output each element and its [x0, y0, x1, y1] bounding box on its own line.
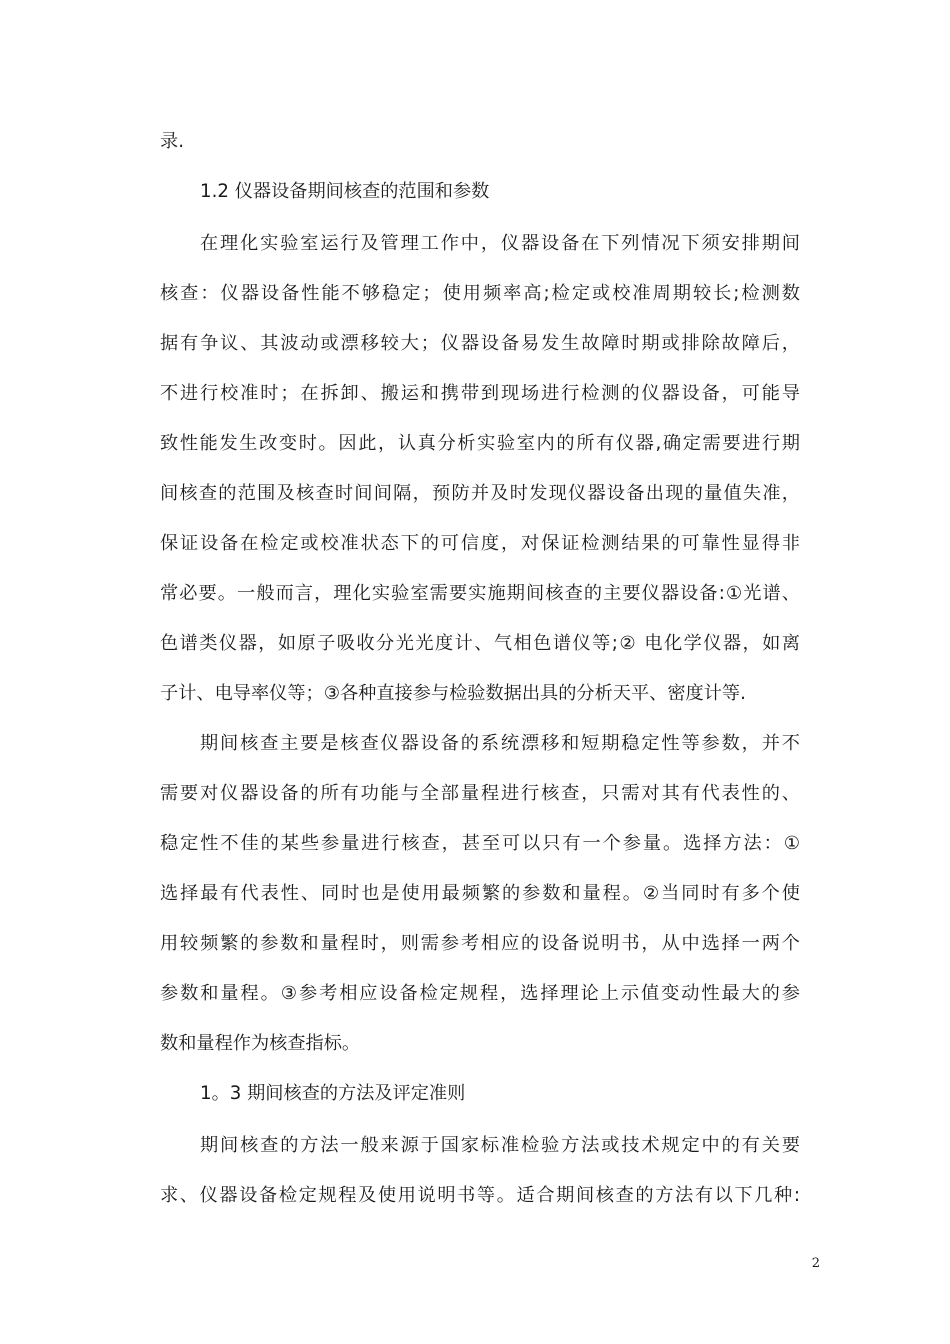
text-line: 需要对仪器设备的所有功能与全部量程进行核查，只需对其有代表性的、 [160, 783, 800, 804]
text-line: 期间核查的方法一般来源于国家标准检验方法或技术规定中的有关要 [200, 1135, 800, 1156]
section-heading-1-3: 1。3 期间核查的方法及评定准则 [200, 1083, 466, 1104]
text-line: 录. [160, 131, 184, 152]
text-line: 保证设备在检定或校准状态下的可信度，对保证检测结果的可靠性显得非 [160, 533, 800, 554]
section-heading-1-2: 1.2 仪器设备期间核查的范围和参数 [200, 181, 490, 202]
text-line: 常必要。一般而言，理化实验室需要实施期间核查的主要仪器设备:①光谱、 [160, 583, 800, 604]
text-line: 不进行校准时；在拆卸、搬运和携带到现场进行检测的仪器设备，可能导 [160, 383, 800, 404]
text-line: 参数和量程。③参考相应设备检定规程，选择理论上示值变动性最大的参 [160, 983, 800, 1004]
text-line: 在理化实验室运行及管理工作中，仪器设备在下列情况下须安排期间 [200, 233, 800, 254]
text-line: 选择最有代表性、同时也是使用最频繁的参数和量程。②当同时有多个使 [160, 883, 800, 904]
text-line: 核查：仪器设备性能不够稳定；使用频率高;检定或校准周期较长;检测数 [160, 283, 800, 304]
text-line: 稳定性不佳的某些参量进行核查，甚至可以只有一个参量。选择方法：① [160, 833, 800, 854]
page-number: 2 [811, 1256, 820, 1271]
text-line: 数和量程作为核查指标。 [160, 1033, 361, 1054]
text-line: 求、仪器设备检定规程及使用说明书等。适合期间核查的方法有以下几种: [160, 1185, 800, 1206]
text-line: 期间核查主要是核查仪器设备的系统漂移和短期稳定性等参数，并不 [200, 733, 800, 754]
text-line: 致性能发生改变时。因此，认真分析实验室内的所有仪器,确定需要进行期 [160, 433, 800, 454]
text-line: 子计、电导率仪等；③各种直接参与检验数据出具的分析天平、密度计等. [160, 683, 746, 704]
text-line: 间核查的范围及核查时间间隔，预防并及时发现仪器设备出现的量值失准， [160, 483, 800, 504]
text-line: 用较频繁的参数和量程时，则需参考相应的设备说明书，从中选择一两个 [160, 933, 800, 954]
text-line: 据有争议、其波动或漂移较大；仪器设备易发生故障时期或排除故障后， [160, 333, 800, 354]
text-line: 色谱类仪器，如原子吸收分光光度计、气相色谱仪等;② 电化学仪器，如离 [160, 633, 800, 654]
